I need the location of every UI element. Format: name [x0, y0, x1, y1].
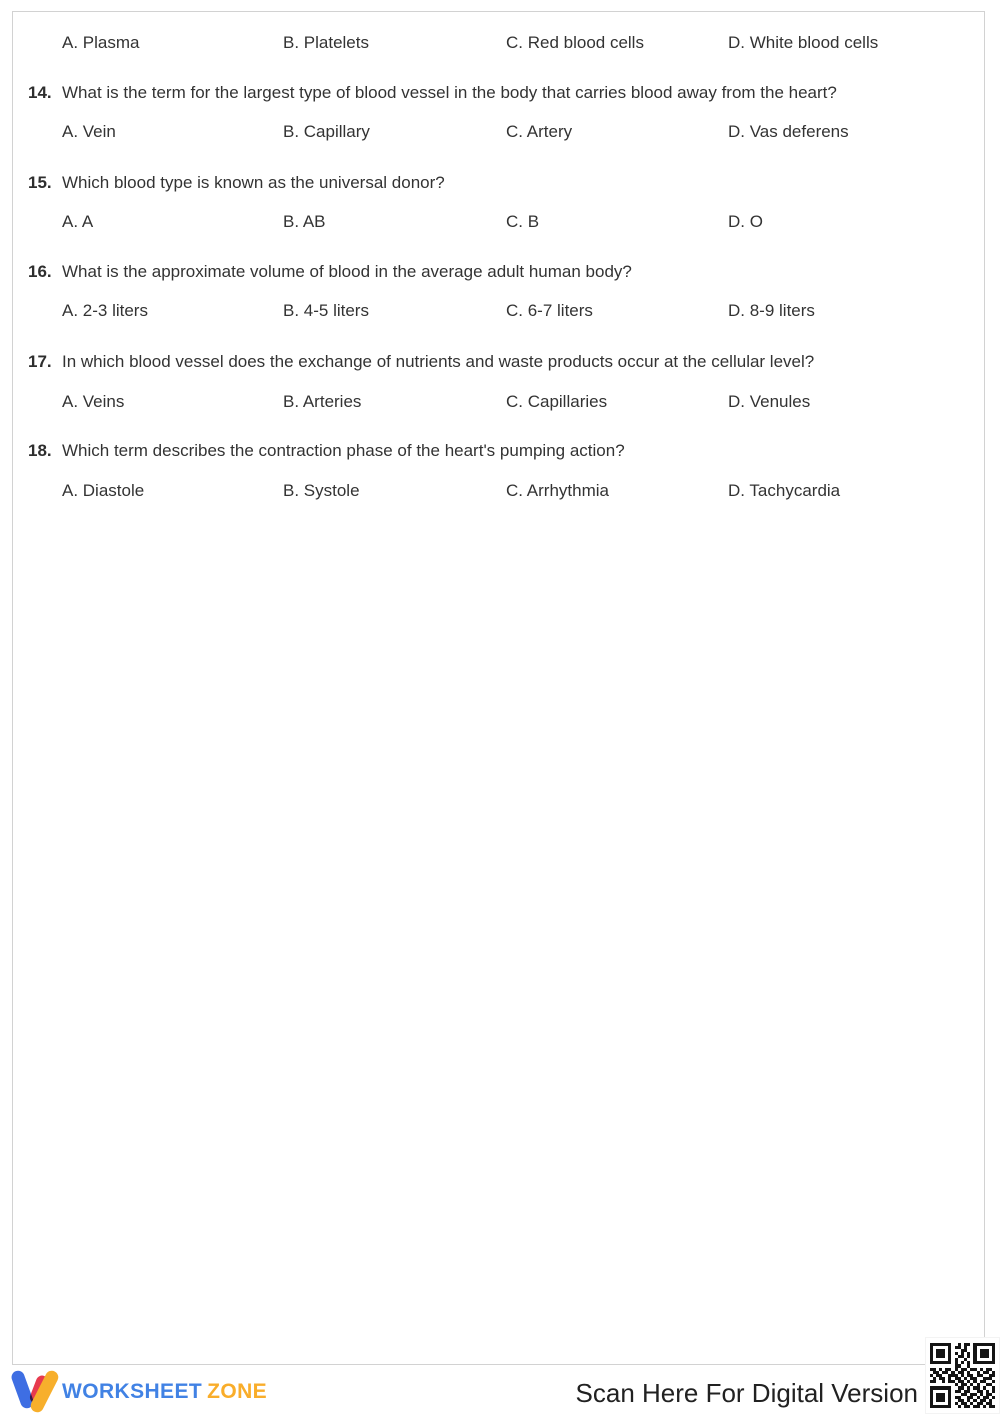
option-b: B. Capillary — [283, 122, 370, 141]
brand-secondary-text: ZONE — [207, 1380, 268, 1403]
brand-primary-text: WORKSHEET — [62, 1380, 203, 1403]
option-d: D. 8-9 liters — [728, 301, 815, 320]
option-c: C. 6-7 liters — [506, 301, 593, 320]
question-15 — [28, 171, 978, 195]
option-c: C. Artery — [506, 122, 573, 141]
question-number: 14. — [28, 83, 52, 102]
question-17 — [28, 350, 978, 374]
question-text: In which blood vessel does the exchange of nutrients and waste products occur at the cellular level? — [62, 352, 815, 371]
option-a: A. Vein — [62, 122, 116, 141]
question-18-options-row — [0, 479, 1000, 503]
question-text: Which blood type is known as the universal donor? — [62, 173, 445, 192]
option-a: A. Diastole — [62, 481, 145, 500]
option-a: A. Veins — [62, 392, 125, 411]
question-number: 15. — [28, 173, 52, 192]
option-a: A. 2-3 liters — [62, 301, 148, 320]
worksheetzone-wordmark — [62, 1380, 267, 1404]
option-b: B. Arteries — [283, 392, 362, 411]
option-c: C. B — [506, 212, 540, 231]
option-b: B. Platelets — [283, 33, 369, 52]
question-16 — [28, 260, 978, 284]
question-number: 18. — [28, 441, 52, 460]
option-b: B. Systole — [283, 481, 360, 500]
question-17-options-row — [0, 390, 1000, 414]
question-15-options-row — [0, 210, 1000, 234]
question-number: 17. — [28, 352, 52, 371]
question-14-options-row — [0, 120, 1000, 144]
option-c: C. Arrhythmia — [506, 481, 609, 500]
question-text: Which term describes the contraction phase of the heart's pumping action? — [62, 441, 625, 460]
option-d: D. Vas deferens — [728, 122, 849, 141]
option-d: D. O — [728, 212, 763, 231]
question-18 — [28, 439, 978, 463]
question-number: 16. — [28, 262, 52, 281]
option-d: D. White blood cells — [728, 33, 879, 52]
option-a: A. A — [62, 212, 94, 231]
option-b: B. AB — [283, 212, 326, 231]
question-text: What is the approximate volume of blood in the average adult human body? — [62, 262, 632, 281]
question-text: What is the term for the largest type of blood vessel in the body that carries blood away from the heart? — [62, 83, 837, 102]
question-14 — [28, 81, 978, 105]
worksheetzone-logo-icon — [6, 1366, 62, 1414]
qr-code-box — [925, 1337, 1000, 1414]
option-b: B. 4-5 liters — [283, 301, 369, 320]
question-16-options-row — [0, 299, 1000, 323]
option-c: C. Red blood cells — [506, 33, 644, 52]
option-d: D. Tachycardia — [728, 481, 841, 500]
question-13-options-row — [0, 31, 1000, 55]
qr-code — [930, 1343, 996, 1409]
scan-here-label: Scan Here For Digital Version — [575, 1378, 918, 1408]
option-c: C. Capillaries — [506, 392, 608, 411]
option-a: A. Plasma — [62, 33, 140, 52]
option-d: D. Venules — [728, 392, 811, 411]
